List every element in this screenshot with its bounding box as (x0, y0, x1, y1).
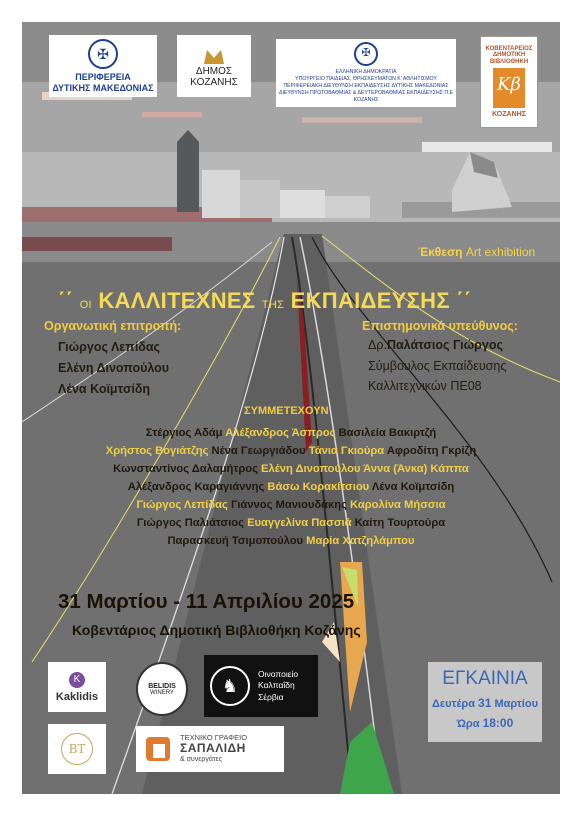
ministry-line-1: ΕΛΛΗΝΙΚΗ ΔΗΜΟΚΡΑΤΙΑ (335, 68, 397, 75)
participant: Αλέξανδρος Καραγιάννης (127, 481, 265, 493)
participant: Γιώργος Λεπίδας (136, 499, 228, 511)
opening-month: Μαρτίου (494, 698, 538, 710)
ministry-logo (276, 39, 456, 107)
ministry-seal-icon: ✠ (354, 42, 378, 66)
municipality-logo-line-2: ΚΟΖΑΝΗΣ (190, 77, 238, 88)
scientific-name: Παλάτσιος Γιώργος (386, 338, 503, 352)
participants-row-7 (22, 535, 560, 547)
participants-row-1 (22, 427, 560, 439)
participant: Λένα Κοϊμτσίδη (371, 481, 455, 493)
title-oi: ΟΙ (79, 299, 92, 311)
library-logo-bottom: ΚΟΖΑΝΗΣ (492, 111, 526, 119)
scientific-role-1: Σύμβουλος Εκπαίδευσης (368, 359, 507, 373)
committee-member-2: Ελένη Δινοπούλου (58, 361, 170, 375)
scientific-role-2: Καλλιτεχνικών ΠΕ08 (368, 379, 482, 393)
committee-heading: Οργανωτική επιτροπή: (44, 319, 182, 333)
sponsor-kaklidis (48, 662, 106, 712)
sapalidi-line-2: ΣΑΠΑΛΙΔΗ (180, 741, 246, 756)
kaklidis-icon: K (69, 672, 85, 688)
sponsor-belidis (136, 662, 188, 716)
kaklidis-label: Kaklidis (55, 690, 99, 703)
committee-member-1: Γιώργος Λεπίδας (58, 340, 161, 354)
winery-line-2: Καλπαΐδη (258, 680, 295, 691)
participants-row-4 (22, 481, 560, 493)
participants-row-6 (22, 517, 560, 529)
library-logo-top-1: ΚΟΒΕΝΤΑΡΕΙΟΣ (485, 45, 533, 52)
sponsor-bt (48, 724, 106, 774)
winery-line-3: Σέρβια (258, 691, 284, 702)
participant: Γιώργος Παλιάτσιος (136, 517, 244, 529)
title-quote-open: ΄΄ (58, 288, 74, 313)
exhibition-venue: Κοβεντάριος Δημοτική Βιβλιοθήκη Κοζάνης (72, 622, 361, 638)
library-logo-top-3: ΒΙΒΛΙΟΘΗΚΗ (489, 58, 529, 65)
sponsor-winery (204, 655, 318, 717)
library-logo (480, 36, 538, 128)
poster (22, 22, 560, 794)
sapalidi-icon (144, 735, 172, 763)
participant: Ελένη Δινοπούλου (261, 463, 361, 475)
poster-title (58, 288, 472, 314)
participants-row-3 (22, 463, 560, 475)
opening-time-label: Ώρα (456, 718, 480, 730)
belidis-line-1: BELIDIS (148, 682, 176, 690)
title-quote-close: ΄΄ (456, 288, 472, 313)
participant: Χρήστος Βογιάτζης (105, 445, 209, 457)
sponsor-sapalidi (136, 726, 284, 772)
exhibition-label (418, 245, 535, 259)
participant: Αφροδίτη Γκρίζη (386, 445, 477, 457)
exhibition-english: Art exhibition (465, 245, 536, 259)
greek-seal-icon: ✠ (88, 39, 118, 69)
ministry-line-2: ΥΠΟΥΡΓΕΙΟ ΠΑΙΔΕΙΑΣ, ΘΡΗΣΚΕΥΜΑΤΩΝ Κ' ΑΘΛΗΤΙΣΜΟΥ (295, 75, 437, 82)
participant: Παρασκευή Τσιμοπούλου (167, 535, 304, 547)
ministry-line-3: ΠΕΡΙΦΕΡΕΙΑΚΗ ΔΙΕΥΘΥΝΣΗ ΕΚΠΑΙΔΕΥΣΗΣ ΔΥΤΙΚΗΣ ΜΑΚΕΔΟΝΙΑΣ (283, 82, 449, 89)
exhibition-dates: 31 Μαρτίου - 11 Απριλίου 2025 (58, 590, 355, 613)
opening-box (428, 662, 542, 742)
opening-time-value: 18:00 (482, 716, 514, 730)
title-word-2: ΕΚΠΑΙΔΕΥΣΗΣ (290, 288, 450, 313)
participant: Καρολίνα Μήσσια (350, 499, 446, 511)
opening-heading: ΕΓΚΑΙΝΙΑ (442, 668, 528, 689)
municipality-logo (177, 35, 251, 97)
participant: Άννα (Άνκα) Κάππα (363, 463, 469, 475)
region-logo (49, 35, 157, 97)
belidis-line-2: WINERY (150, 689, 174, 696)
ministry-line-5: ΚΟΖΑΝΗΣ (353, 97, 379, 104)
opening-date-number: 31 (478, 696, 492, 710)
winery-line-1: Οινοποιείο (258, 668, 299, 679)
exhibition-greek: Έκθεση (418, 245, 463, 259)
participant: Τάνια Γκιούρα (308, 445, 385, 457)
crown-icon (201, 44, 227, 66)
winery-text (258, 669, 298, 703)
region-logo-line-1: ΠΕΡΙΦΕΡΕΙΑ (75, 72, 131, 83)
title-tis: ΤΗΣ (261, 299, 285, 311)
bt-monogram: BT (61, 733, 93, 765)
committee-member-3: Λένα Κοϊμτσίδη (58, 382, 151, 396)
library-logo-top-2: ΔΗΜΟΤΙΚΗ (492, 52, 526, 59)
sapalidi-line-1: ΤΕΧΝΙΚΟ ΓΡΑΦΕΙΟ (180, 732, 248, 742)
participants-heading: ΣΥΜΜΕΤΕΧΟΥΝ (244, 405, 329, 417)
horse-icon: ♞ (210, 666, 250, 706)
opening-time (428, 716, 542, 730)
participant: Αλέξανδρος Άσπρος (225, 427, 336, 439)
participants-row-5 (22, 499, 560, 511)
participant: Κωνσταντίνος Δαλαμήτρος (113, 463, 258, 475)
participant: Ευαγγελίνα Πασσιά (247, 517, 352, 529)
region-logo-line-2: ΔΥΤΙΚΗΣ ΜΑΚΕΔΟΝΙΑΣ (52, 82, 154, 93)
participant: Βάσω Κορακίτσιου (267, 481, 370, 493)
sapalidi-text (180, 734, 247, 764)
scientific-heading: Επιστημονικά υπεύθυνος: (362, 319, 518, 333)
participant: Καίτη Τουρτούρα (354, 517, 446, 529)
participant: Βασιλεία Βακιρτζή (338, 427, 437, 439)
opening-date (428, 696, 542, 710)
scientific-supervisor (368, 338, 503, 352)
participants-row-2 (22, 445, 560, 457)
sapalidi-line-3: & συνεργάτες (180, 756, 223, 764)
ministry-line-4: ΔΙΕΥΘΥΝΣΗ ΠΡΩΤΟΒΑΘΜΙΑΣ & ΔΕΥΤΕΡΟΒΑΘΜΙΑΣ ΕΚΠΑΙΔΕΥΣΗΣ Π.Ε (279, 90, 453, 96)
opening-day: Δευτέρα (432, 698, 475, 710)
library-mark-icon (493, 68, 525, 108)
municipality-logo-line-1: ΔΗΜΟΣ (195, 65, 233, 77)
participant: Στέργιος Αδάμ (145, 427, 223, 439)
scientific-prefix: Δρ. (368, 338, 387, 352)
title-word-1: ΚΑΛΛΙΤΕΧΝΕΣ (98, 288, 256, 313)
participant: Νένα Γεωργιάδου (211, 445, 306, 457)
participant: Γιάννος Μανιουδάκης (230, 499, 347, 511)
participant: Μαρία Χατζηλάμπου (306, 535, 415, 547)
